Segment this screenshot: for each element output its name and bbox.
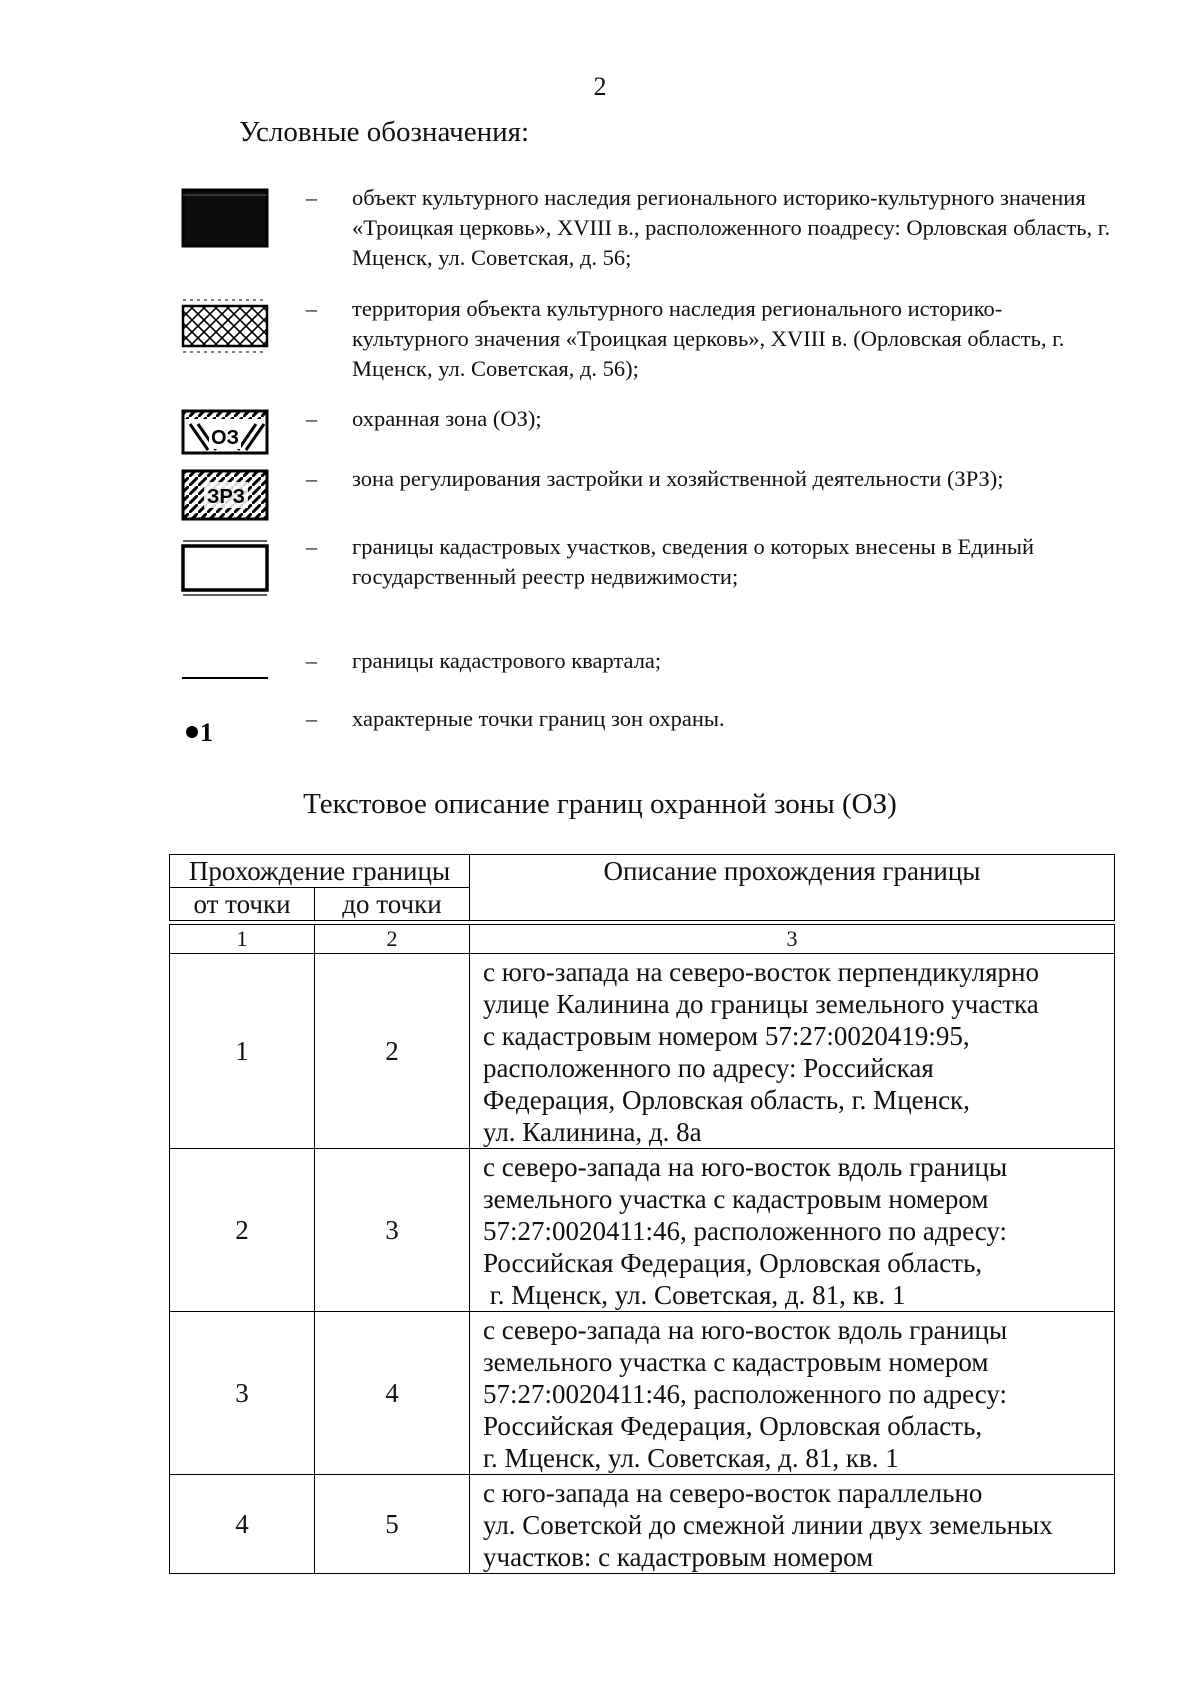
- legend-item-text: границы кадастрового квартала;: [352, 648, 662, 673]
- table-row: [170, 1312, 1115, 1475]
- point-label: 1: [200, 718, 213, 746]
- header-from-cell: от точки: [170, 888, 315, 921]
- description-line: 57:27:0020411:46, расположенного по адресу:: [483, 1216, 1008, 1246]
- description-line: г. Мценск, ул. Советская, д. 81, кв. 1: [483, 1443, 899, 1473]
- legend-dash: –: [306, 296, 317, 321]
- legend-item-text: территория объекта культурного наследия регионального историко-культурного значения «Троицкая церковь», XVIII в. (Орловская область, г. Мценск, ул. Советская, д. 56);: [352, 296, 1065, 381]
- description-line: участков: с кадастровым номером: [483, 1542, 874, 1572]
- description-line: улице Калинина до границы земельного участка: [483, 989, 1039, 1019]
- description-line: ул. Советской до смежной линии двух земельных: [483, 1510, 1053, 1540]
- description-line: расположенного по адресу: Российская: [483, 1053, 934, 1083]
- description-cell: [470, 1149, 1115, 1312]
- section-title: Текстовое описание границ охранной зоны (ОЗ): [303, 788, 897, 820]
- boundary-table: [169, 924, 1115, 1574]
- legend-dash: –: [306, 706, 317, 731]
- description-line: Федерация, Орловская область, г. Мценск,: [483, 1085, 970, 1115]
- index-cell: 1: [170, 925, 315, 954]
- legend-item-text: зона регулирования застройки и хозяйственной деятельности (ЗРЗ);: [352, 466, 1004, 491]
- from-point-cell: 3: [170, 1312, 315, 1475]
- hatched-oz-rectangle-icon: [180, 408, 270, 461]
- description-line: г. Мценск, ул. Советская, д. 81, кв. 1: [483, 1280, 906, 1310]
- hatched-zrz-rectangle-icon: [180, 468, 270, 527]
- header-to-cell: до точки: [315, 888, 470, 921]
- legend-item-text: характерные точки границ зон охраны.: [352, 706, 725, 731]
- description-cell: [470, 1475, 1115, 1574]
- legend-item-text: охранная зона (ОЗ);: [352, 406, 542, 431]
- from-point-cell: 1: [170, 954, 315, 1149]
- to-point-cell: 4: [315, 1312, 470, 1475]
- header-desc-cell: Описание прохождения границы: [470, 855, 1115, 921]
- header-group-cell: Прохождение границы: [170, 855, 470, 888]
- from-point-cell: 2: [170, 1149, 315, 1312]
- description-line: земельного участка с кадастровым номером: [483, 1347, 989, 1377]
- page-number: 2: [593, 72, 607, 101]
- description-line: с северо-запада на юго-восток вдоль границы: [483, 1315, 1008, 1345]
- description-line: с юго-запада на северо-восток параллельно: [483, 1478, 983, 1508]
- legend-dash: –: [306, 406, 317, 431]
- from-point-cell: 4: [170, 1475, 315, 1574]
- legend-dash: –: [306, 466, 317, 491]
- boundary-table-header: [169, 854, 1115, 921]
- description-cell: [470, 954, 1115, 1149]
- legend-title: Условные обозначения:: [239, 116, 530, 148]
- oz-label: ОЗ: [210, 427, 240, 449]
- description-line: ул. Калинина, д. 8а: [483, 1117, 702, 1147]
- table-row: [170, 1475, 1115, 1574]
- description-line: Российская Федерация, Орловская область,: [483, 1248, 983, 1278]
- legend-item-text: объект культурного наследия регионального историко-культурного значения «Троицкая церковь», XVIII в., расположенного поадресу: Орловская область, г. Мценск, ул. Советская, д. 56;: [352, 185, 1111, 270]
- table-row: [170, 954, 1115, 1149]
- legend-dash: –: [306, 534, 317, 559]
- outlined-rectangle-icon: [180, 538, 270, 603]
- description-line: земельного участка с кадастровым номером: [483, 1184, 989, 1214]
- to-point-cell: 2: [315, 954, 470, 1149]
- dot-point-icon: [180, 716, 270, 751]
- description-line: 57:27:0020411:46, расположенного по адресу:: [483, 1379, 1008, 1409]
- index-row: [170, 925, 1115, 954]
- zrz-label: ЗРЗ: [206, 486, 246, 508]
- table-row: [170, 1149, 1115, 1312]
- crosshatch-rectangle-icon: [180, 296, 270, 361]
- solid-line-icon: [180, 668, 270, 686]
- legend-item-text: границы кадастровых участков, сведения о которых внесены в Единый государственный реестр недвижимости;: [352, 534, 1035, 589]
- description-line: с юго-запада на северо-восток перпендикулярно: [483, 957, 1039, 987]
- description-line: Российская Федерация, Орловская область,: [483, 1411, 983, 1441]
- index-cell: 3: [470, 925, 1115, 954]
- description-cell: [470, 1312, 1115, 1475]
- black-filled-rectangle-icon: [180, 187, 270, 254]
- description-line: с северо-запада на юго-восток вдоль границы: [483, 1152, 1008, 1182]
- to-point-cell: 3: [315, 1149, 470, 1312]
- index-cell: 2: [315, 925, 470, 954]
- legend-dash: –: [306, 648, 317, 673]
- legend-dash: –: [306, 185, 317, 210]
- to-point-cell: 5: [315, 1475, 470, 1574]
- description-line: с кадастровым номером 57:27:0020419:95,: [483, 1021, 970, 1051]
